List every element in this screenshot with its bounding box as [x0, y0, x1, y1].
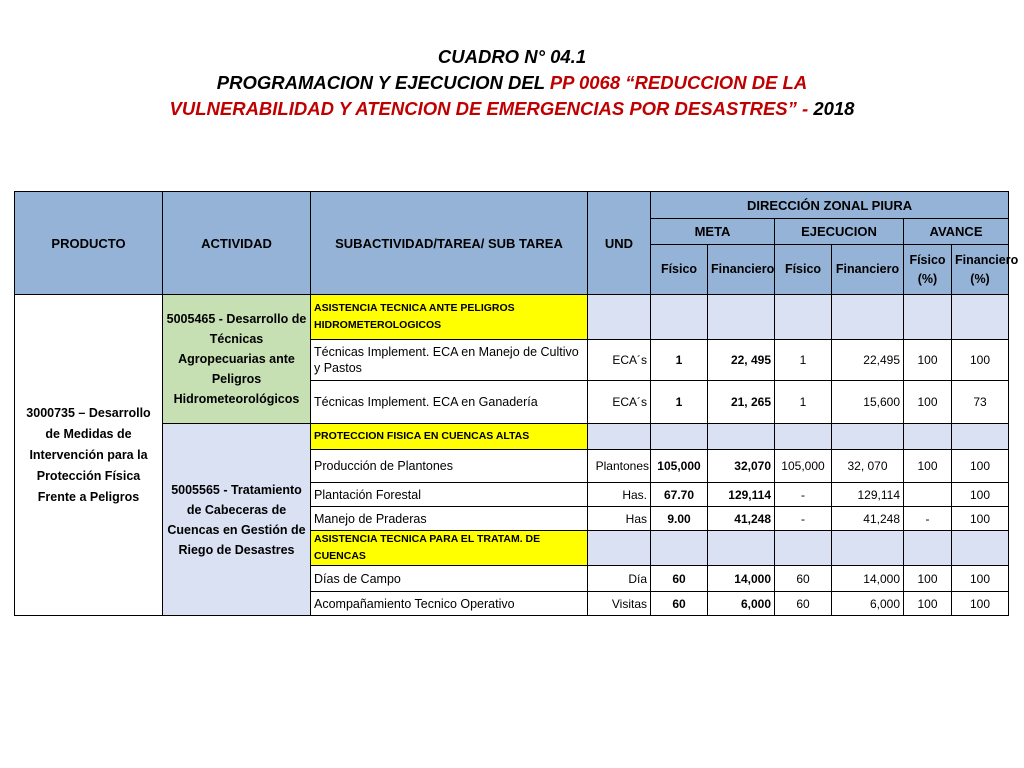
row-meta-financiero: 22, 495 [708, 340, 775, 381]
row-av-financiero: 100 [952, 507, 1009, 531]
header-ejec-financiero: Financiero [832, 245, 904, 295]
row-und: Has [588, 507, 651, 531]
title-line-3-b: 2018 [813, 98, 855, 119]
row-av-fisico: - [904, 507, 952, 531]
table-title [0, 44, 1024, 122]
header-subactividad: SUBACTIVIDAD/TAREA/ SUB TAREA [311, 192, 588, 295]
header-av-fisico: Físico (%) [904, 245, 952, 295]
row-meta-fisico: 60 [651, 566, 708, 592]
title-line-2-a: PROGRAMACION Y EJECUCION DEL [216, 72, 550, 93]
row-av-financiero: 100 [952, 340, 1009, 381]
empty-cell [651, 295, 708, 340]
row-av-financiero: 73 [952, 381, 1009, 424]
row-subactividad: Acompañamiento Tecnico Operativo [311, 592, 588, 616]
row-av-financiero: 100 [952, 450, 1009, 483]
header-und: UND [588, 192, 651, 295]
header-avance: AVANCE [904, 219, 1009, 245]
empty-cell [708, 424, 775, 450]
row-ejec-fisico: 60 [775, 566, 832, 592]
actividad-2-cell: 5005565 - Tratamiento de Cabeceras de Cuencas en Gestión de Riego de Desastres [163, 424, 311, 616]
row-und: Plantones [588, 450, 651, 483]
section-header-3: ASISTENCIA TECNICA PARA EL TRATAM. DE CUENCAS [311, 531, 588, 566]
empty-cell [904, 531, 952, 566]
row-meta-fisico: 60 [651, 592, 708, 616]
empty-cell [651, 531, 708, 566]
header-ejec-fisico: Físico [775, 245, 832, 295]
empty-cell [708, 531, 775, 566]
row-subactividad: Manejo de Praderas [311, 507, 588, 531]
header-meta: META [651, 219, 775, 245]
row-ejec-financiero: 14,000 [832, 566, 904, 592]
row-ejec-fisico: 60 [775, 592, 832, 616]
row-ejec-financiero: 6,000 [832, 592, 904, 616]
empty-cell [708, 295, 775, 340]
row-und: Has. [588, 483, 651, 507]
header-meta-fisico: Físico [651, 245, 708, 295]
row-av-fisico: 100 [904, 340, 952, 381]
empty-cell [832, 531, 904, 566]
row-meta-financiero: 14,000 [708, 566, 775, 592]
title-line-2-b: PP 0068 “REDUCCION DE LA [549, 72, 808, 93]
row-meta-fisico: 1 [651, 381, 708, 424]
row-ejec-financiero: 15,600 [832, 381, 904, 424]
title-line-2 [0, 70, 1024, 96]
row-meta-fisico: 1 [651, 340, 708, 381]
row-ejec-financiero: 129,114 [832, 483, 904, 507]
row-av-fisico: 100 [904, 592, 952, 616]
section-header-1: ASISTENCIA TECNICA ANTE PELIGROS HIDROMETEROLOGICOS [311, 295, 588, 340]
row-und: Día [588, 566, 651, 592]
row-av-fisico: 100 [904, 450, 952, 483]
row-av-financiero: 100 [952, 483, 1009, 507]
row-av-financiero: 100 [952, 592, 1009, 616]
row-ejec-fisico: 1 [775, 381, 832, 424]
empty-cell [832, 295, 904, 340]
row-subactividad: Técnicas Implement. ECA en Ganadería [311, 381, 588, 424]
section-header-2: PROTECCION FISICA EN CUENCAS ALTAS [311, 424, 588, 450]
row-und: ECA´s [588, 340, 651, 381]
row-ejec-fisico: 105,000 [775, 450, 832, 483]
row-ejec-financiero: 41,248 [832, 507, 904, 531]
title-line-1: CUADRO N° 04.1 [437, 46, 587, 67]
actividad-1-cell: 5005465 - Desarrollo de Técnicas Agropecuarias ante Peligros Hidrometeorológicos [163, 295, 311, 424]
row-subactividad: Días de Campo [311, 566, 588, 592]
header-av-financiero: Financiero (%) [952, 245, 1009, 295]
empty-cell [775, 424, 832, 450]
row-subactividad: Producción de Plantones [311, 450, 588, 483]
producto-cell: 3000735 – Desarrollo de Medidas de Intervención para la Protección Física Frente a Peligros [15, 295, 163, 616]
empty-cell [588, 424, 651, 450]
empty-cell [952, 531, 1009, 566]
row-meta-fisico: 105,000 [651, 450, 708, 483]
row-meta-fisico: 9.00 [651, 507, 708, 531]
row-und: Visitas [588, 592, 651, 616]
data-table [14, 191, 1019, 616]
header-producto: PRODUCTO [15, 192, 163, 295]
header-meta-financiero: Financiero [708, 245, 775, 295]
row-av-fisico: 100 [904, 381, 952, 424]
empty-cell [588, 531, 651, 566]
title-line-3 [0, 96, 1024, 122]
empty-cell [952, 295, 1009, 340]
row-meta-financiero: 129,114 [708, 483, 775, 507]
header-direccion: DIRECCIÓN ZONAL PIURA [651, 192, 1009, 219]
row-ejec-fisico: - [775, 507, 832, 531]
row-meta-financiero: 21, 265 [708, 381, 775, 424]
row-und: ECA´s [588, 381, 651, 424]
row-meta-financiero: 41,248 [708, 507, 775, 531]
row-subactividad: Técnicas Implement. ECA en Manejo de Cultivo y Pastos [311, 340, 588, 381]
empty-cell [775, 531, 832, 566]
header-ejecucion: EJECUCION [775, 219, 904, 245]
row-subactividad: Plantación Forestal [311, 483, 588, 507]
row-meta-fisico: 67.70 [651, 483, 708, 507]
empty-cell [904, 295, 952, 340]
title-line-3-a: VULNERABILIDAD Y ATENCION DE EMERGENCIAS POR DESASTRES” - [169, 98, 814, 119]
row-ejec-financiero: 22,495 [832, 340, 904, 381]
row-av-fisico [904, 483, 952, 507]
empty-cell [651, 424, 708, 450]
row-av-financiero: 100 [952, 566, 1009, 592]
row-ejec-fisico: - [775, 483, 832, 507]
empty-cell [775, 295, 832, 340]
row-ejec-fisico: 1 [775, 340, 832, 381]
empty-cell [588, 295, 651, 340]
row-meta-financiero: 32,070 [708, 450, 775, 483]
empty-cell [832, 424, 904, 450]
row-meta-financiero: 6,000 [708, 592, 775, 616]
header-actividad: ACTIVIDAD [163, 192, 311, 295]
empty-cell [904, 424, 952, 450]
empty-cell [952, 424, 1009, 450]
row-av-fisico: 100 [904, 566, 952, 592]
row-ejec-financiero: 32, 070 [832, 450, 904, 483]
